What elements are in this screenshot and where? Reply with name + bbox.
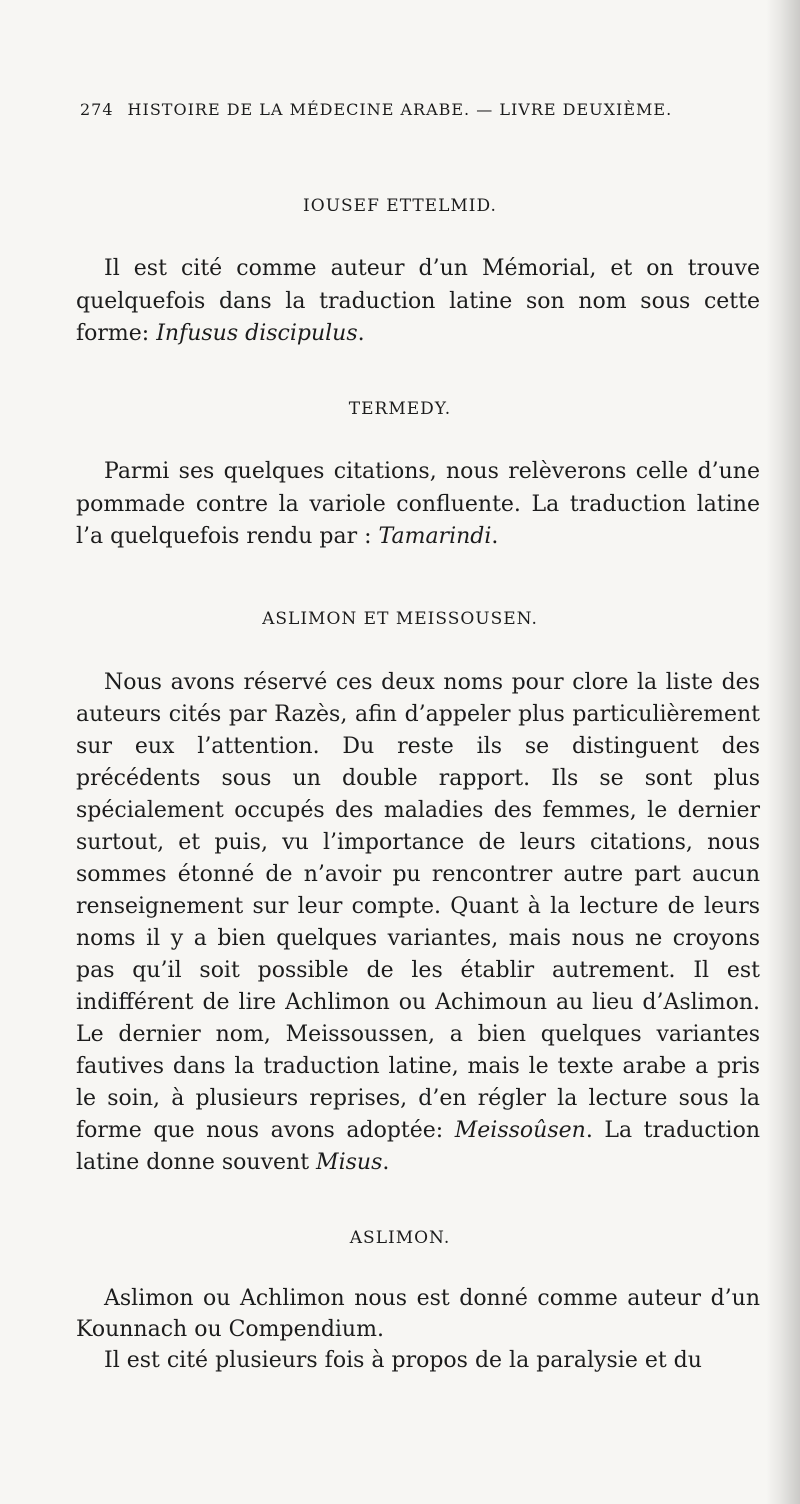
paragraph-iousef: Il est cité comme auteur d’un Mémorial, et on trouve quelquefois dans la traduction latine son nom sous cette forme: Infusus discipulus. [76, 256, 760, 346]
page-gutter-shadow [766, 0, 800, 1504]
paragraph-aslimon-meissousen: Nous avons réservé ces deux noms pour clore la liste des auteurs cités par Razès, afin d’appeler plus particulièrement sur eux l’attention. Du reste ils se distinguent des précédents sous un double rapport. Ils se sont plus spécialement occupés des maladies des femmes, le dernier surtout, et puis, vu l’importance de leurs citations, nous sommes étonné de n’avoir pu rencontrer autre part aucun renseignement sur leur compte. Quant à la lecture de leurs noms il y a bien quelques variantes, mais nous ne croyons pas qu’il soit possible de les établir autrement. Il est indifférent de lire Achlimon ou Achimoun au lieu d’Aslimon. Le dernier nom, Meissoussen, a bien quelques variantes fautives dans la traduction latine, mais le texte arabe a pris le soin, à plusieurs reprises, d’en régler la lecture sous la forme que nous avons adoptée: Meissoûsen. La traduction latine donne souvent Misus. [76, 670, 760, 1175]
italic-term: Infusus discipulus [156, 321, 358, 346]
italic-term-2: Misus [316, 1150, 383, 1175]
italic-term: Meissoûsen [454, 1118, 586, 1143]
section-title-iousef: IOUSEF ETTELMID. [303, 196, 497, 216]
section-title-termedy: TERMEDY. [348, 399, 452, 419]
running-title: HISTOIRE DE LA MÉDECINE ARABE. — LIVRE DEUXIÈME. [127, 100, 673, 119]
paragraph-termedy: Parmi ses quelques citations, nous relèverons celle d’une pommade contre la variole confluente. La traduction latine l’a quelquefois rendu par : Tamarindi. [76, 459, 760, 549]
italic-term: Tamarindi [378, 524, 492, 549]
section-title-aslimon-meissousen: ASLIMON ET MEISSOUSEN. [262, 609, 538, 629]
page-number: 274 [80, 100, 114, 119]
running-head [80, 100, 730, 119]
paragraph-aslimon-1: Aslimon ou Achlimon nous est donné comme auteur d’un Kounnach ou Compendium. [76, 1286, 760, 1342]
section-title-aslimon: ASLIMON. [349, 1228, 451, 1248]
paragraph-aslimon-2: Il est cité plusieurs fois à propos de la paralysie et du [104, 1348, 702, 1373]
